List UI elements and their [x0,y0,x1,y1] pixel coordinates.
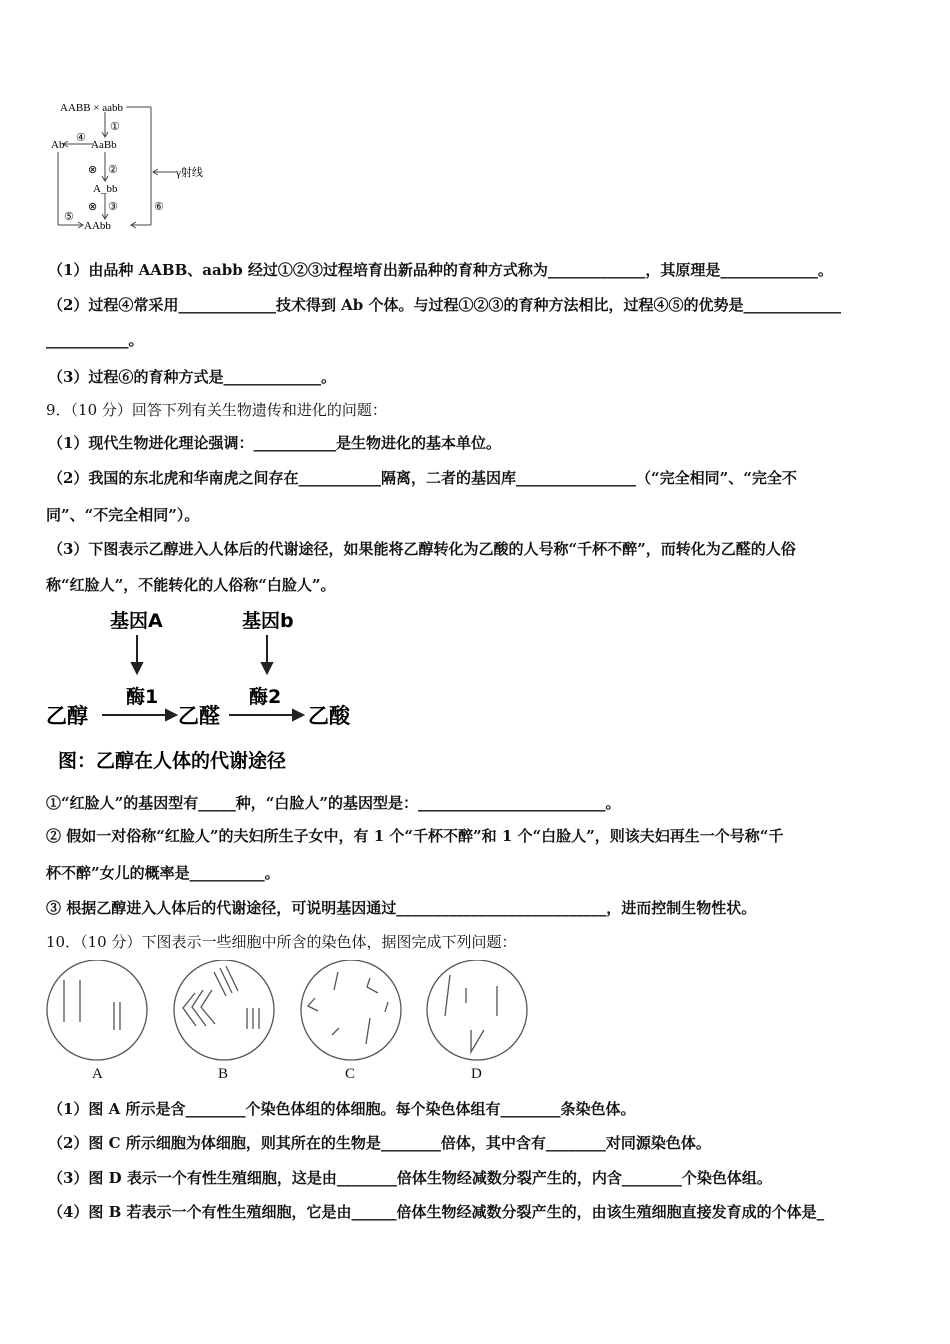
q10-part3: （3）图 D 表示一个有性生殖细胞，这是由________倍体生物经减数分裂产生的，内含________个染色体组。 [48,1169,772,1187]
f2-label: A_bb [93,183,118,195]
q9-part1: （1）现代生物进化理论强调：___________是生物进化的基本单位。 [48,434,501,452]
step-2: ② [108,164,118,176]
q9-sub2: ② 假如一对俗称“红脸人”的夫妇所生子女中，有 1 个“千杯不醉”和 1 个“白脸人”，则该夫妇再生一个号称“千 [46,827,784,845]
step-5: ⑤ [64,211,74,223]
cross-label: AABB × aabb [60,102,124,114]
q8-part2: （2）过程④常采用_____________技术得到 Ab 个体。与过程①②③的育种方法相比，过程④⑤的优势是_____________ [48,296,842,314]
cells-figure [40,960,540,1090]
enzyme-2-label: 酶2 [249,686,282,708]
q9-sub3: ③ 根据乙醇进入人体后的代谢途径，可说明基因通过____________________________，进而控制生物性状。 [46,899,757,917]
cell-label-b: B [218,1066,229,1082]
q10-part4: （4）图 B 若表示一个有性生殖细胞，它是由______倍体生物经减数分裂产生的，由该生殖细胞直接发育成的个体是_ [48,1203,825,1221]
step-4: ④ [76,132,86,144]
enzyme-1-label: 酶1 [126,686,159,708]
step-1: ① [110,121,120,133]
gene-b-label: 基因b [242,610,294,632]
q9-sub1: ①“红脸人”的基因型有_____种，“白脸人”的基因型是：_________________________。 [46,794,621,812]
q10-part1: （1）图 A 所示是含________个染色体组的体细胞。每个染色体组有________条染色体。 [48,1100,636,1118]
q9-part2: （2）我国的东北虎和华南虎之间存在___________隔离，二者的基因库________________（“完全相同”、“完全不 [48,469,797,487]
step-6: ⑥ [154,201,164,213]
q9-part2-cont: 同”、“不完全相同”）。 [46,506,200,524]
q8-part2-cont: ___________。 [46,331,144,349]
figure-caption: 图：乙醇在人体的代谢途径 [58,750,287,772]
q8-part1: （1）由品种 AABB、aabb 经过①②③过程培育出新品种的育种方式称为_____________，其原理是_____________。 [48,261,833,279]
ethanol-label: 乙醇 [46,704,88,728]
q8-part3: （3）过程⑥的育种方式是_____________。 [48,368,336,386]
acetaldehyde-label: 乙醛 [178,704,220,728]
q10-part2: （2）图 C 所示细胞为体细胞，则其所在的生物是________倍体，其中含有________对同源染色体。 [48,1134,711,1152]
q10-title: 10．（10 分）下图表示一些细胞中所含的染色体，据图完成下列问题： [46,933,517,951]
q9-part3: （3）下图表示乙醇进入人体后的代谢途径，如果能将乙醇转化为乙酸的人号称“千杯不醉”，而转化为乙醛的人俗 [48,540,796,558]
q9-part3-cont: 称“红脸人”，不能转化的人俗称“白脸人”。 [46,576,336,594]
f1-label: AaBb [91,139,117,151]
gene-a-label: 基因A [110,610,163,632]
haploid-label: Ab [51,139,65,151]
result-label: AAbb [84,220,111,232]
q9-title: 9．（10 分）回答下列有关生物遗传和进化的问题： [46,401,387,419]
cell-label-a: A [92,1066,103,1082]
gamma-ray-label: γ射线 [176,167,203,179]
self-symbol: ⊗ [88,164,98,176]
cell-label-d: D [471,1066,482,1082]
q9-sub2-cont: 杯不醉”女儿的概率是__________。 [46,864,280,882]
step-3: ③ [108,201,118,213]
cell-label-c: C [345,1066,356,1082]
metabolism-figure [44,605,364,775]
acetic-acid-label: 乙酸 [308,704,350,728]
self-symbol: ⊗ [88,201,98,213]
breeding-diagram [48,100,218,235]
